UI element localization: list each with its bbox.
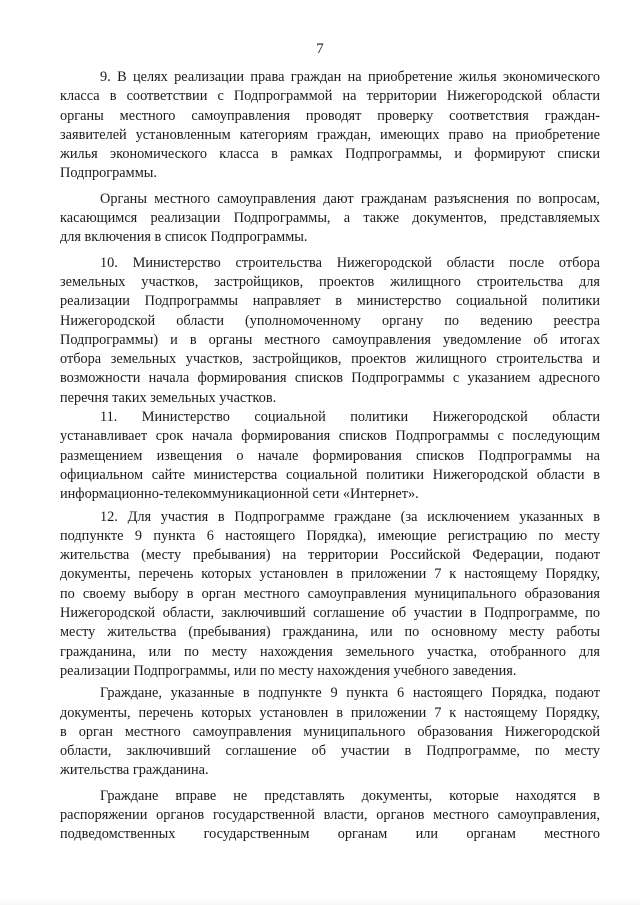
text-line: Нижегородской области (уполномоченному органу по ведению реестра — [60, 312, 600, 329]
paragraph-10 — [60, 254, 600, 408]
text-line: документы, перечень которых установлен в приложении 7 к настоящему Порядку, — [60, 566, 600, 583]
text-line: месту жительства (пребывания) гражданина, или по основному месту работы — [60, 624, 600, 641]
text-line: распоряжении органов государственной власти, органов местного самоуправления, — [60, 806, 600, 823]
text-line: земельных участков, застройщиков, проектов жилищного строительства для — [60, 273, 600, 290]
text-line: 10. Министерство строительства Нижегородской области после отбора — [100, 254, 600, 271]
text-line: области, заключивший соглашение об участии в Подпрограмме, по месту — [60, 743, 600, 760]
text-line: размещением извещения о начале формирования списков Подпрограммы на — [60, 447, 600, 464]
text-line: Граждане вправе не представлять документы, которые находятся в — [100, 787, 600, 804]
paragraph-9 — [60, 68, 600, 184]
text-line: жительства гражданина. — [60, 762, 209, 779]
scan-edge — [0, 899, 640, 905]
text-line: возможности начала формирования списков Подпрограммы с указанием адресного — [60, 370, 600, 387]
text-line: устанавливает срок начала формирования списков Подпрограммы с последующим — [60, 428, 600, 445]
text-line: органы местного самоуправления проводят проверку соответствия граждан- — [60, 107, 600, 124]
text-line: подведомственных государственным органам или органам местного — [60, 826, 600, 843]
paragraph-11 — [60, 408, 600, 504]
paragraph-12-rights — [60, 787, 600, 845]
paragraph-12 — [60, 508, 600, 682]
text-line: класса в соответствии с Подпрограммой на территории Нижегородской области — [60, 88, 600, 105]
text-line: жилья экономического класса в рамках Подпрограммы, и формируют списки — [60, 146, 600, 163]
text-line: Нижегородской области, заключивший соглашение об участии в Подпрограмме, по — [60, 605, 600, 622]
document-body — [60, 68, 600, 845]
text-line: реализации Подпрограммы, или по месту нахождения учебного заведения. — [60, 662, 517, 679]
text-line: документы, перечень которых установлен в приложении 7 к настоящему Порядку, — [60, 704, 600, 721]
text-line: в орган местного самоуправления муниципального образования Нижегородской — [60, 723, 600, 740]
page-number: 7 — [316, 41, 324, 57]
text-line: официальном сайте министерства социальной политики Нижегородской области в — [60, 466, 600, 483]
text-line: информационно-телекоммуникационной сети «Интернет». — [60, 486, 419, 503]
text-line: касающимся реализации Подпрограммы, а также документов, представляемых — [60, 210, 600, 227]
paragraph-9-clarification — [60, 190, 600, 248]
text-line: Органы местного самоуправления дают гражданам разъяснения по вопросам, — [100, 190, 600, 207]
text-line: перечня таких земельных участков. — [60, 389, 277, 406]
text-line: 9. В целях реализации права граждан на приобретение жилья экономического — [100, 69, 600, 85]
text-line: жительства (месту пребывания) на территории Российской Федерации, подают — [60, 547, 600, 564]
text-line: реализации Подпрограммы направляет в министерство социальной политики — [60, 293, 600, 310]
text-line: подпункте 9 пункта 6 настоящего Порядка), имеющие регистрацию по месту — [60, 527, 600, 544]
text-line: заявителей установленным категориям граждан, имеющих право на приобретение — [60, 126, 600, 143]
text-line: гражданина, или по месту нахождения земельного участка, отобранного для — [60, 643, 600, 660]
text-line: для включения в список Подпрограммы. — [60, 229, 308, 246]
text-line: 11. Министерство социальной политики Нижегородской области — [100, 409, 600, 426]
text-line: Граждане, указанные в подпункте 9 пункта 6 настоящего Порядка, подают — [100, 685, 600, 702]
text-line: по своему выбору в орган местного самоуправления муниципального образования — [60, 585, 600, 602]
text-line: отбора земельных участков, застройщиков, проектов жилищного строительства и — [60, 351, 600, 368]
text-line: Подпрограммы. — [60, 165, 157, 182]
text-line: 12. Для участия в Подпрограмме граждане (за исключением указанных в — [100, 508, 600, 525]
text-line: Подпрограммы) и в органы местного самоуправления уведомление об итогах — [60, 331, 600, 348]
paragraph-12-exception — [60, 684, 600, 780]
